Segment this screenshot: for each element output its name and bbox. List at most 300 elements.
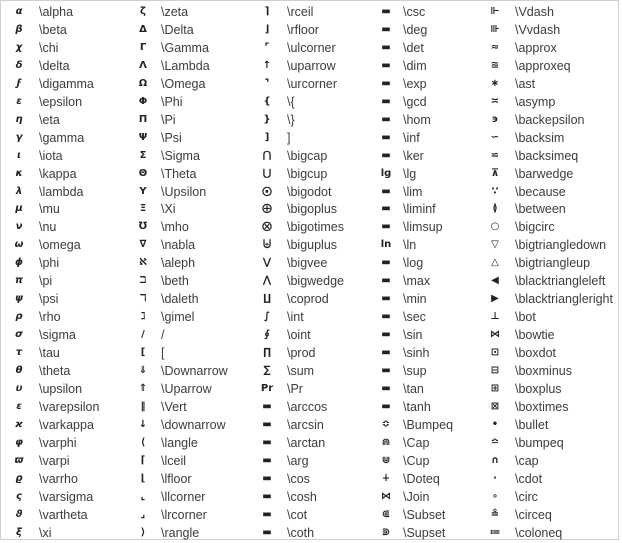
latex-command-label: \dim xyxy=(403,58,427,73)
symbol-row xyxy=(129,236,255,255)
symbol-row xyxy=(375,147,483,166)
symbol-row xyxy=(129,308,255,327)
latex-command-label: \Xi xyxy=(161,202,176,217)
latex-command-label: \vartheta xyxy=(39,507,88,522)
symbol-row xyxy=(483,326,620,345)
latex-command-label: \upsilon xyxy=(39,381,83,396)
symbol-glyph-icon: ≊ xyxy=(490,59,500,71)
symbol-row xyxy=(1,129,129,148)
symbol-glyph-icon: ▬ xyxy=(381,113,391,125)
symbol-row xyxy=(1,272,129,291)
symbol-row xyxy=(129,272,255,291)
symbol-glyph-icon: ▬ xyxy=(381,311,391,323)
latex-command-label: \sup xyxy=(403,364,427,378)
symbol-row xyxy=(129,129,255,148)
latex-command-label: \{ xyxy=(287,94,295,109)
symbol-row xyxy=(129,344,255,363)
symbol-row xyxy=(1,434,129,453)
symbol-row xyxy=(1,380,129,399)
symbol-row xyxy=(375,129,483,148)
symbol-row xyxy=(1,452,129,471)
latex-command-label: \epsilon xyxy=(39,94,83,109)
symbol-glyph-icon: ▬ xyxy=(381,329,391,341)
symbol-glyph-icon: ⌈ xyxy=(140,454,146,466)
symbol-glyph-icon: ▽ xyxy=(491,239,499,251)
latex-command-label: \bigcirc xyxy=(515,220,555,235)
symbol-row xyxy=(483,57,620,76)
symbol-glyph-icon: Γ xyxy=(139,41,147,53)
symbol-row xyxy=(255,434,375,453)
symbol-row xyxy=(483,506,620,525)
latex-command-label: \coprod xyxy=(287,292,329,307)
symbol-row xyxy=(375,200,483,219)
symbol-row xyxy=(483,362,620,381)
symbol-glyph-icon: ▬ xyxy=(381,23,391,35)
latex-command-label: \xi xyxy=(39,525,52,540)
symbol-glyph-icon: η xyxy=(15,113,23,125)
symbol-row xyxy=(375,272,483,291)
symbol-glyph-icon: ω xyxy=(14,239,24,251)
symbol-row xyxy=(483,39,620,58)
symbol-row xyxy=(129,524,255,543)
symbol-row xyxy=(483,452,620,471)
latex-command-label: \arcsin xyxy=(287,417,324,432)
latex-command-label: \varepsilon xyxy=(39,399,100,414)
latex-command-label: \rangle xyxy=(161,525,200,540)
latex-command-label: \chi xyxy=(39,40,59,55)
symbol-row xyxy=(129,3,255,22)
latex-command-label: \circ xyxy=(515,489,538,504)
latex-command-label: \cdot xyxy=(515,471,543,486)
latex-command-label: \aleph xyxy=(161,256,196,271)
symbol-row xyxy=(129,326,255,345)
latex-command-label: \Theta xyxy=(161,166,197,181)
symbol-row xyxy=(129,452,255,471)
symbol-row xyxy=(255,254,375,273)
symbol-row xyxy=(1,93,129,112)
symbol-row xyxy=(483,129,620,148)
symbol-row xyxy=(255,470,375,489)
latex-command-label: \prod xyxy=(287,346,316,361)
symbol-glyph-icon: ⊥ xyxy=(490,311,500,323)
symbol-glyph-icon: ⋑ xyxy=(381,526,391,538)
symbol-row xyxy=(483,75,620,94)
latex-command-label: \max xyxy=(403,274,431,289)
latex-command-label: \beth xyxy=(161,274,189,289)
symbol-glyph-icon: Δ xyxy=(139,23,147,35)
symbol-glyph-icon: ⋁ xyxy=(262,257,272,269)
latex-command-label: \nabla xyxy=(161,238,196,253)
symbol-row xyxy=(255,524,375,543)
symbol-glyph-icon: ▬ xyxy=(381,95,391,107)
latex-command-label: \boxminus xyxy=(515,364,572,378)
symbol-row xyxy=(129,57,255,76)
symbol-row xyxy=(129,183,255,202)
symbol-row xyxy=(483,416,620,435)
latex-command-label: \varpi xyxy=(39,453,70,468)
symbol-glyph-icon: ▬ xyxy=(381,131,391,143)
symbol-row xyxy=(375,3,483,22)
symbol-glyph-icon: ▬ xyxy=(381,400,391,412)
latex-command-label: \ulcorner xyxy=(287,40,336,55)
symbol-row xyxy=(255,147,375,166)
symbol-glyph-icon: σ xyxy=(15,329,23,341)
latex-command-label: \Lambda xyxy=(161,58,210,73)
symbol-glyph-icon: ⋓ xyxy=(381,454,391,466)
symbol-row xyxy=(375,524,483,543)
symbol-glyph-icon: ℶ xyxy=(139,275,147,287)
symbol-glyph-icon: ≎ xyxy=(381,418,391,430)
symbol-row xyxy=(129,39,255,58)
symbol-row xyxy=(483,200,620,219)
symbol-glyph-icon: β xyxy=(15,23,23,35)
symbol-glyph-icon: ℵ xyxy=(139,257,147,269)
symbol-glyph-icon: ϖ xyxy=(14,454,24,466)
symbol-row xyxy=(483,398,620,417)
symbol-row xyxy=(483,218,620,237)
symbol-glyph-icon: Θ xyxy=(138,167,148,179)
symbol-glyph-icon: } xyxy=(263,113,271,125)
symbol-row xyxy=(483,308,620,327)
symbol-row xyxy=(255,380,375,399)
symbol-glyph-icon: γ xyxy=(15,131,23,143)
symbol-glyph-icon: ▬ xyxy=(381,6,391,17)
symbol-glyph-icon: ⌝ xyxy=(264,77,270,89)
symbol-glyph-icon: △ xyxy=(491,257,499,269)
symbol-glyph-icon: ϕ xyxy=(15,257,23,269)
latex-command-label: \varsigma xyxy=(39,489,94,504)
latex-command-label: \Vdash xyxy=(515,5,554,19)
symbol-row xyxy=(255,308,375,327)
symbol-row xyxy=(483,524,620,543)
symbol-row xyxy=(129,111,255,130)
symbol-glyph-icon: ∇ xyxy=(139,239,147,251)
symbol-glyph-icon: ⨂ xyxy=(262,221,272,233)
latex-command-label: \bowtie xyxy=(515,328,555,343)
latex-command-label: \csc xyxy=(403,5,426,19)
symbol-glyph-icon: ⋐ xyxy=(381,508,391,520)
symbol-row xyxy=(129,290,255,309)
latex-command-label: \omega xyxy=(39,238,81,253)
symbol-row xyxy=(375,75,483,94)
symbol-row xyxy=(375,326,483,345)
symbol-glyph-icon: Σ xyxy=(139,149,147,161)
symbol-row xyxy=(375,165,483,184)
symbol-glyph-icon: ▬ xyxy=(262,418,272,430)
latex-command-label: [ xyxy=(161,346,165,361)
symbol-glyph-icon: ⌋ xyxy=(264,23,270,35)
latex-command-label: \biguplus xyxy=(287,238,338,253)
latex-command-label: \Downarrow xyxy=(161,364,228,378)
latex-command-label: \bigtriangleup xyxy=(515,256,591,271)
symbol-glyph-icon: ] xyxy=(264,131,270,143)
symbol-glyph-icon: ▬ xyxy=(381,382,391,394)
symbol-glyph-icon: Π xyxy=(138,113,148,125)
symbol-row xyxy=(375,308,483,327)
symbol-row xyxy=(255,111,375,130)
symbol-row xyxy=(1,200,129,219)
latex-command-label: \min xyxy=(403,292,427,307)
symbol-glyph-icon: μ xyxy=(15,203,23,215)
symbol-glyph-icon: ϱ xyxy=(15,472,23,484)
latex-command-label: \lim xyxy=(403,184,423,199)
latex-command-label: \eta xyxy=(39,112,60,127)
symbol-row xyxy=(483,380,620,399)
symbol-row xyxy=(1,470,129,489)
latex-command-label: \blacktriangleright xyxy=(515,292,613,307)
symbol-row xyxy=(375,218,483,237)
symbol-glyph-icon: ▬ xyxy=(262,490,272,502)
latex-command-label: \Upsilon xyxy=(161,184,207,199)
symbol-glyph-icon: ▬ xyxy=(381,347,391,359)
latex-command-label: \Pr xyxy=(287,381,303,396)
symbol-row xyxy=(255,218,375,237)
latex-command-label: \exp xyxy=(403,76,427,91)
latex-command-label: \bigodot xyxy=(287,184,332,199)
symbol-glyph-icon: ▬ xyxy=(381,293,391,305)
symbol-glyph-icon: ∫ xyxy=(263,311,271,323)
symbol-glyph-icon: ∽ xyxy=(490,131,500,143)
symbol-glyph-icon: ℧ xyxy=(138,221,148,233)
symbol-row xyxy=(255,398,375,417)
symbol-row xyxy=(375,398,483,417)
symbol-glyph-icon: ⋀ xyxy=(262,275,272,287)
symbol-row xyxy=(255,165,375,184)
latex-command-label: \asymp xyxy=(515,94,556,109)
latex-command-label: \boxtimes xyxy=(515,399,569,414)
symbol-glyph-icon: ▬ xyxy=(381,41,391,53)
symbol-row xyxy=(129,75,255,94)
symbol-glyph-icon: ζ xyxy=(140,6,146,17)
symbol-glyph-icon: [ xyxy=(140,347,146,359)
symbol-row xyxy=(129,21,255,40)
symbol-row xyxy=(255,452,375,471)
symbol-glyph-icon: ▬ xyxy=(381,185,391,197)
symbol-glyph-icon: ∑ xyxy=(263,365,271,376)
symbol-glyph-icon: Ψ xyxy=(138,131,148,143)
latex-command-label: \Psi xyxy=(161,130,182,145)
symbol-glyph-icon: ↓ xyxy=(138,418,148,430)
latex-command-label: \lfloor xyxy=(161,471,192,486)
symbol-row xyxy=(375,380,483,399)
latex-command-label: \kappa xyxy=(39,166,77,181)
latex-command-label: \mu xyxy=(39,202,60,217)
latex-command-label: \sin xyxy=(403,328,423,343)
latex-command-label: \Doteq xyxy=(403,471,440,486)
latex-command-label: \digamma xyxy=(39,76,94,91)
symbol-glyph-icon: ▬ xyxy=(381,275,391,287)
latex-command-label: \lceil xyxy=(161,453,187,468)
symbol-glyph-icon: ϰ xyxy=(15,418,23,430)
symbol-row xyxy=(1,147,129,166)
symbol-glyph-icon: ι xyxy=(17,149,21,161)
latex-command-label: \bigtriangledown xyxy=(515,238,607,253)
symbol-row xyxy=(129,200,255,219)
latex-command-label: \blacktriangleleft xyxy=(515,274,606,289)
symbol-glyph-icon: ε xyxy=(16,400,22,412)
symbol-glyph-icon: φ xyxy=(15,436,23,448)
symbol-glyph-icon: ≈ xyxy=(490,41,500,53)
latex-command-label: \boxdot xyxy=(515,346,557,361)
symbol-row xyxy=(375,506,483,525)
latex-command-label: \cos xyxy=(287,471,310,486)
symbol-row xyxy=(129,93,255,112)
symbol-row xyxy=(483,21,620,40)
symbol-glyph-icon: ⌞ xyxy=(140,490,146,502)
symbol-row xyxy=(375,93,483,112)
symbol-glyph-icon: Ξ xyxy=(139,203,147,215)
latex-command-label: \boxplus xyxy=(515,381,562,396)
latex-command-label: \lg xyxy=(403,166,417,181)
symbol-row xyxy=(1,39,129,58)
latex-command-label: \rfloor xyxy=(287,22,319,37)
latex-command-label: \beta xyxy=(39,22,67,37)
latex-command-label: \psi xyxy=(39,292,59,307)
symbol-glyph-icon: / xyxy=(141,329,145,341)
latex-command-label: \urcorner xyxy=(287,76,338,91)
latex-command-label: \rceil xyxy=(287,5,314,19)
symbol-glyph-icon: κ xyxy=(15,167,23,179)
symbol-glyph-icon: ⊼ xyxy=(490,167,500,179)
latex-command-label: \circeq xyxy=(515,507,552,522)
symbol-glyph-icon: ⇑ xyxy=(138,382,148,394)
latex-command-label: \lrcorner xyxy=(161,507,207,522)
symbol-row xyxy=(255,21,375,40)
symbol-glyph-icon: Pr xyxy=(260,382,274,394)
symbol-glyph-icon: ⌊ xyxy=(140,472,146,484)
symbol-glyph-icon: ∘ xyxy=(491,490,499,502)
symbol-glyph-icon: ⊡ xyxy=(490,347,500,359)
latex-command-label: \coloneq xyxy=(515,525,563,540)
symbol-row xyxy=(129,470,255,489)
latex-command-label: \rho xyxy=(39,310,61,325)
symbol-row xyxy=(255,362,375,381)
latex-command-label: \nu xyxy=(39,220,57,235)
symbol-glyph-icon: ▬ xyxy=(381,59,391,71)
latex-command-label: \barwedge xyxy=(515,166,574,181)
symbol-glyph-icon: Λ xyxy=(139,59,147,71)
symbol-row xyxy=(375,57,483,76)
symbol-glyph-icon: ⇓ xyxy=(138,365,148,376)
symbol-glyph-icon: ↑ xyxy=(262,59,272,71)
symbol-glyph-icon: Φ xyxy=(138,95,148,107)
symbol-glyph-icon: ∩ xyxy=(490,454,500,466)
latex-command-label: \gcd xyxy=(403,94,427,109)
symbol-glyph-icon: ⊠ xyxy=(490,400,500,412)
symbol-row xyxy=(255,93,375,112)
symbol-row xyxy=(483,254,620,273)
latex-command-label: \Uparrow xyxy=(161,381,212,396)
symbol-glyph-icon: ≗ xyxy=(490,508,500,520)
symbol-glyph-icon: ▬ xyxy=(262,472,272,484)
symbol-glyph-icon: ∗ xyxy=(490,77,500,89)
latex-command-label: \arccos xyxy=(287,399,328,414)
symbol-row xyxy=(483,183,620,202)
symbol-glyph-icon: υ xyxy=(15,382,23,394)
symbol-glyph-icon: ▬ xyxy=(262,526,272,538)
symbol-row xyxy=(1,290,129,309)
latex-command-label: \log xyxy=(403,256,424,271)
symbol-glyph-icon: θ xyxy=(15,365,23,376)
symbol-glyph-icon: ⋈ xyxy=(381,490,391,502)
latex-command-label: \det xyxy=(403,40,424,55)
symbol-glyph-icon: Ω xyxy=(138,77,148,89)
latex-command-label: \oint xyxy=(287,328,311,343)
latex-command-label: \iota xyxy=(39,148,63,163)
symbol-glyph-icon: ℷ xyxy=(140,311,146,323)
symbol-row xyxy=(129,506,255,525)
symbol-glyph-icon: ○ xyxy=(490,221,500,233)
latex-command-label: \} xyxy=(287,112,295,127)
symbol-row xyxy=(375,470,483,489)
symbol-glyph-icon: ε xyxy=(16,95,22,107)
symbol-row xyxy=(483,488,620,507)
symbol-glyph-icon: ▬ xyxy=(262,454,272,466)
symbol-glyph-icon: ◀ xyxy=(491,275,499,287)
symbol-row xyxy=(483,290,620,309)
symbol-row xyxy=(1,362,129,381)
symbol-row xyxy=(375,254,483,273)
latex-command-label: \limsup xyxy=(403,220,443,235)
symbol-row xyxy=(1,254,129,273)
symbol-glyph-icon: ⟨ xyxy=(140,436,146,448)
latex-command-label: \hom xyxy=(403,112,431,127)
symbol-row xyxy=(375,39,483,58)
symbol-glyph-icon: χ xyxy=(15,41,23,53)
symbol-glyph-icon: ⋒ xyxy=(381,436,391,448)
symbol-row xyxy=(1,57,129,76)
latex-command-label: \ast xyxy=(515,76,536,91)
latex-command-label: \alpha xyxy=(39,5,74,19)
latex-command-label: \gimel xyxy=(161,310,195,325)
symbol-row xyxy=(1,344,129,363)
symbol-glyph-icon: λ xyxy=(15,185,23,197)
symbol-glyph-icon: ln xyxy=(380,239,392,251)
latex-command-label: \Supset xyxy=(403,525,446,540)
symbol-row xyxy=(129,380,255,399)
symbol-glyph-icon: ∐ xyxy=(263,293,271,305)
latex-command-label: \Cap xyxy=(403,435,430,450)
latex-command-label: \daleth xyxy=(161,292,199,307)
symbol-row xyxy=(255,326,375,345)
symbol-row xyxy=(375,111,483,130)
latex-command-label: \cap xyxy=(515,453,539,468)
symbol-glyph-icon: ⨁ xyxy=(262,203,272,215)
symbol-row xyxy=(375,416,483,435)
latex-command-label: \arctan xyxy=(287,435,326,450)
symbol-row xyxy=(1,524,129,543)
latex-command-label: \cot xyxy=(287,507,308,522)
symbol-glyph-icon: α xyxy=(15,6,23,17)
symbol-glyph-icon: ▬ xyxy=(381,149,391,161)
symbol-glyph-icon: ⋂ xyxy=(262,149,272,161)
symbol-row xyxy=(483,3,620,22)
symbol-glyph-icon: ⌉ xyxy=(264,6,270,17)
symbol-glyph-icon: ⋍ xyxy=(490,149,500,161)
latex-command-label: \downarrow xyxy=(161,417,226,432)
latex-command-label: \int xyxy=(287,310,304,325)
latex-command-label: \Gamma xyxy=(161,40,209,55)
symbol-row xyxy=(255,506,375,525)
symbol-glyph-icon: ⋃ xyxy=(262,167,272,179)
symbol-row xyxy=(255,416,375,435)
latex-command-label: \liminf xyxy=(403,202,436,217)
symbol-row xyxy=(1,488,129,507)
latex-command-label: \bigwedge xyxy=(287,274,344,289)
symbol-glyph-icon: ▬ xyxy=(262,436,272,448)
symbol-row xyxy=(1,218,129,237)
symbol-row xyxy=(129,416,255,435)
